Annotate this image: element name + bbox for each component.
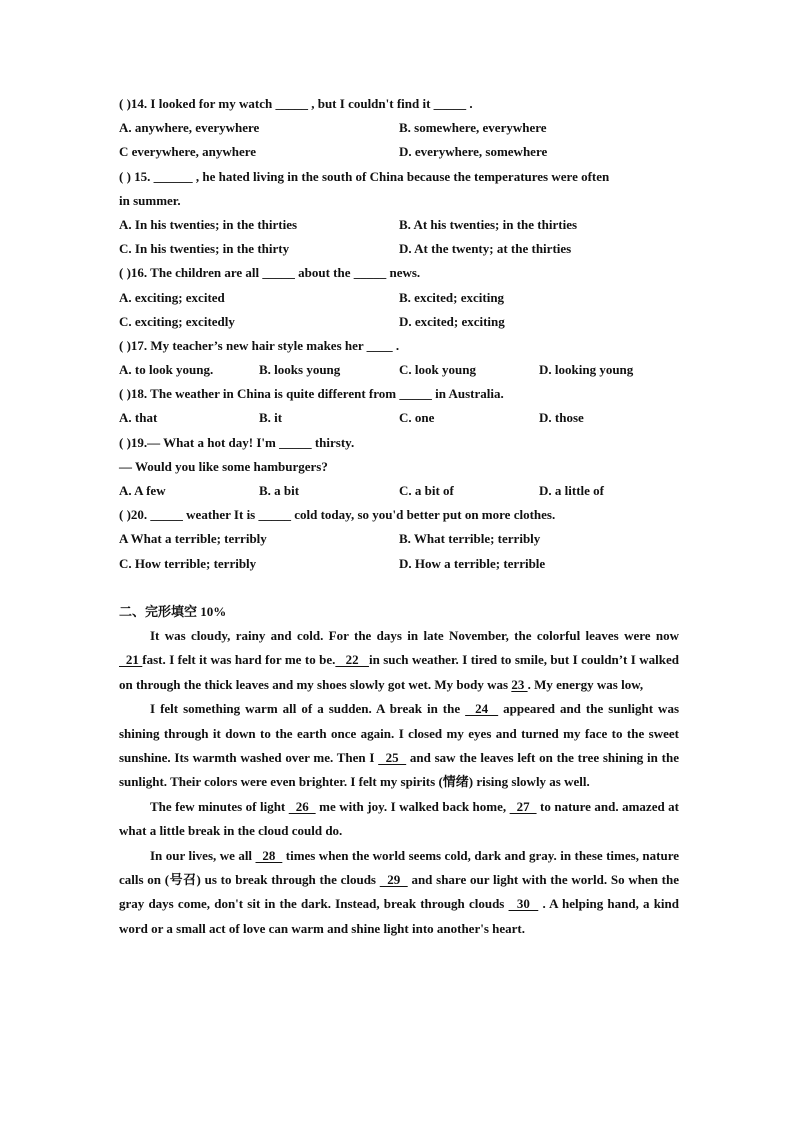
cloze-blank: 30 bbox=[508, 896, 539, 912]
cloze-paragraph-1 bbox=[119, 624, 679, 697]
question-16-options-row-1 bbox=[119, 286, 679, 310]
cloze-text: in such weather. I tired to smile, but I couldn’t I walked on through the thick leaves and my shoes slowly got wet. My body was bbox=[119, 652, 680, 692]
section-2-heading: 二、完形填空 10% bbox=[119, 603, 227, 619]
cloze-text: I felt something warm all of a sudden. A break in the bbox=[150, 701, 466, 717]
cloze-text: . A helping hand, a kind word or a small act of love can warm and shine light into another's heart. bbox=[119, 896, 679, 936]
question-18-stem: ( )18. The weather in China is quite different from _____ in Australia. bbox=[119, 386, 504, 402]
option-a: A. In his twenties; in the thirties bbox=[119, 216, 298, 232]
cloze-paragraph-2 bbox=[119, 697, 679, 795]
cloze-blank: 28 bbox=[255, 847, 283, 863]
option-b: B. it bbox=[259, 410, 283, 426]
option-b: B. What terrible; terribly bbox=[399, 531, 541, 547]
option-d: D. How a terrible; terrible bbox=[399, 555, 546, 571]
cloze-text: The few minutes of light bbox=[150, 798, 289, 814]
question-19-options bbox=[119, 479, 679, 503]
cloze-blank: 29 bbox=[379, 872, 408, 887]
option-b: B. excited; exciting bbox=[399, 289, 505, 305]
option-c: C. a bit of bbox=[399, 483, 454, 498]
cloze-paragraph-3 bbox=[119, 795, 679, 844]
cloze-text: In our lives, we all bbox=[150, 847, 256, 863]
cloze-blank: 21 bbox=[119, 652, 143, 668]
question-20-options-row-2 bbox=[119, 552, 679, 576]
option-b: B. At his twenties; in the thirties bbox=[399, 216, 578, 232]
cloze-text: times when the world seems cold, dark and gray. in these times, nature calls on (号召) us to break through the clouds bbox=[119, 847, 679, 887]
question-20-stem: ( )20. _____ weather It is _____ cold today, so you'd better put on more clothes. bbox=[119, 507, 556, 523]
cloze-text: fast. I felt it was hard for me to be. bbox=[142, 652, 336, 668]
option-c: C. look young bbox=[399, 362, 476, 378]
question-15-stem-continued: in summer. bbox=[119, 192, 181, 208]
option-c: C. In his twenties; in the thirty bbox=[119, 241, 290, 257]
option-a: A. A few bbox=[119, 483, 166, 498]
question-14-stem: ( )14. I looked for my watch _____ , but I couldn't find it _____ . bbox=[119, 96, 473, 111]
option-c: C. exciting; excitedly bbox=[119, 313, 235, 329]
option-a: A What a terrible; terribly bbox=[119, 531, 267, 547]
question-14-options-row-1 bbox=[119, 116, 679, 140]
cloze-blank: 27 bbox=[509, 798, 537, 814]
cloze-text: . My energy was low, bbox=[527, 676, 644, 692]
option-a: A. that bbox=[119, 410, 158, 426]
cloze-blank: 26 bbox=[288, 798, 316, 814]
option-b: B. somewhere, everywhere bbox=[399, 120, 547, 136]
option-d: D. At the twenty; at the thirties bbox=[399, 241, 572, 257]
question-19-stem: ( )19.— What a hot day! I'm _____ thirsty. bbox=[119, 434, 355, 450]
question-19-reply: — Would you like some hamburgers? bbox=[119, 458, 328, 474]
question-15-options-row-2 bbox=[119, 237, 679, 261]
option-a: A. to look young. bbox=[119, 362, 214, 378]
option-c: C. How terrible; terribly bbox=[119, 555, 257, 571]
option-d: D. excited; exciting bbox=[399, 313, 505, 329]
question-16-stem: ( )16. The children are all _____ about the _____ news. bbox=[119, 265, 421, 281]
question-15-options-row-1 bbox=[119, 213, 679, 237]
option-d: D. those bbox=[539, 410, 584, 426]
cloze-text: and saw the leaves left on the tree shining in the sunlight. Their colors were even brighter. I felt my spirits (情绪) rising slowly as well. bbox=[119, 749, 679, 790]
option-c: C everywhere, anywhere bbox=[119, 144, 257, 160]
question-14-options-row-2 bbox=[119, 140, 679, 164]
option-d: D. everywhere, somewhere bbox=[399, 144, 548, 160]
question-15-stem: ( ) 15. ______ , he hated living in the south of China because the temperatures were often bbox=[119, 168, 610, 184]
cloze-blank: 22 bbox=[335, 652, 369, 668]
cloze-text: It was cloudy, rainy and cold. For the days in late November, the colorful leaves were now bbox=[150, 627, 679, 643]
cloze-text: and share our light with the world. So when the gray days come, don't sit in the dark. Instead, break through clouds bbox=[119, 872, 680, 912]
question-18-options bbox=[119, 406, 679, 430]
exam-page bbox=[119, 92, 679, 941]
cloze-blank: 25 bbox=[378, 749, 407, 765]
cloze-text: appeared and the sunlight was shining through it down to the earth once again. I closed my eyes and turned my face to the sweet sunshine. Its warmth washed over me. Then I bbox=[119, 701, 679, 765]
question-20-options-row-1 bbox=[119, 527, 679, 551]
question-17-options bbox=[119, 358, 679, 382]
option-c: C. one bbox=[399, 410, 435, 426]
cloze-paragraph-4 bbox=[119, 844, 679, 942]
option-d: D. a little of bbox=[539, 483, 604, 498]
option-d: D. looking young bbox=[539, 362, 634, 378]
cloze-text: me with joy. I walked back home, bbox=[315, 798, 510, 814]
option-b: B. a bit bbox=[259, 483, 300, 498]
question-17-stem: ( )17. My teacher’s new hair style makes her ____ . bbox=[119, 337, 400, 353]
question-16-options-row-2 bbox=[119, 310, 679, 334]
option-a: A. exciting; excited bbox=[119, 289, 225, 305]
cloze-blank: 24 bbox=[465, 701, 499, 717]
cloze-blank: 23 bbox=[511, 676, 528, 692]
cloze-text: to nature and. amazed at what a little break in the cloud could do. bbox=[119, 798, 680, 839]
option-a: A. anywhere, everywhere bbox=[119, 120, 260, 136]
option-b: B. looks young bbox=[259, 362, 341, 378]
